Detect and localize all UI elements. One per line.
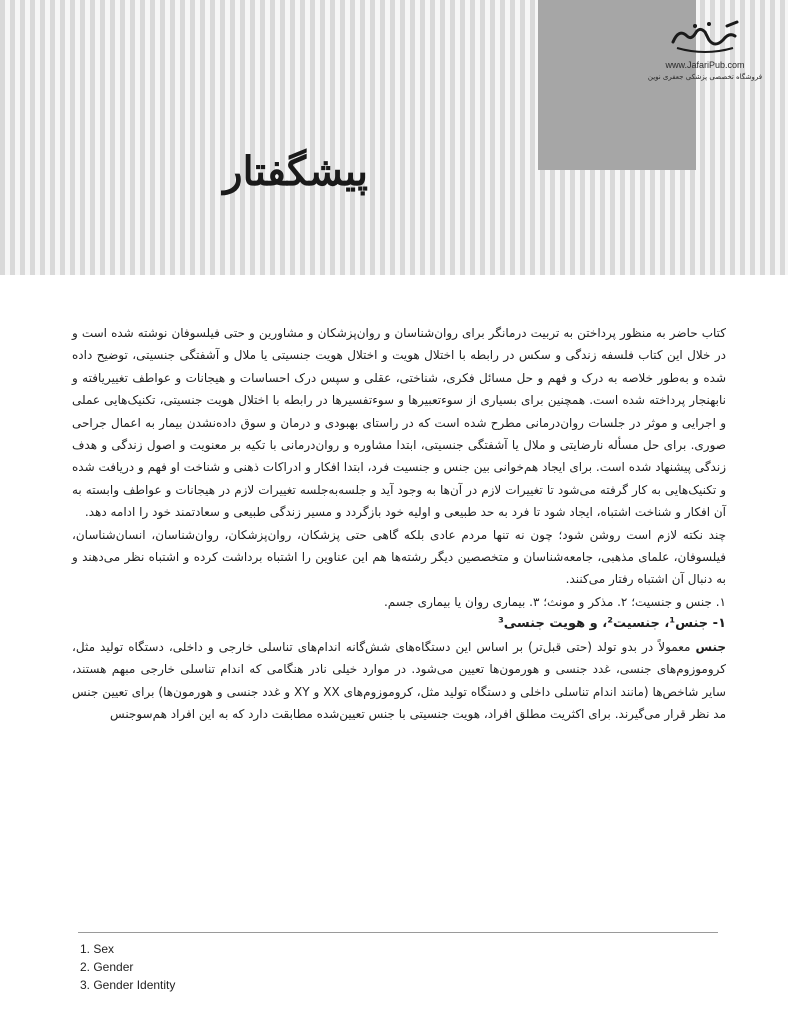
logo-url[interactable]: www.JafariPub.com	[665, 60, 745, 70]
section-heading: ۱- جنس¹، جنسیت²، و هویت جنسی³	[498, 616, 726, 632]
footnote-divider	[78, 932, 718, 933]
footnotes	[80, 940, 380, 994]
logo-tagline: فروشگاه تخصصی پزشکی جعفری نوین	[647, 73, 763, 81]
footnote-item: 3. Gender Identity	[80, 978, 176, 992]
footnote-item: 2. Gender	[80, 960, 134, 974]
list-line: ۱. جنس و جنسیت؛ ۲. مذکر و مونث؛ ۳. بیماری روان یا بیماری جسم.	[383, 594, 726, 609]
paragraph-sex-definition	[72, 636, 726, 726]
term-sex: جنس	[695, 639, 726, 654]
footnote-item: 1. Sex	[80, 942, 115, 956]
publisher-logo[interactable]	[630, 18, 780, 98]
paragraph-intro: کتاب حاضر به منظور پرداختن به تربیت درمانگر برای روان‌شناسان و روان‌پزشکان و مشاورین و حتی فیلسوفان نوشته شده است و در خلال این کتاب فلسفه زندگی و سکس در رابطه با اختلال هویت و اختلال هویت جنسیتی یا ملال و آشفتگی جنسیتی، توضیح داده شده و به‌طور خلاصه به درک و فهم و حل مسائل فکری، شناختی، عقلی و سپس درک احساسات و هیجانات و عواطف تغییریافته و نابهنجار پرداخته شده است. همچنین برای بسیاری از سوءتعبیرها و سوءتفسیرها در رابطه با اختلال هویت جنسیتی، تکنیک‌هایی عملی و اجرایی و موثر در جلسات روان‌درمانی مطرح شده است که در راستای بهبودی و درمان و سوق داده‌نشدن بیمار به اعمال جراحی صوری. برای حل مسأله نارضایتی و ملال یا آشفتگی جنسیتی، ابتدا مشاوره و روان‌درمانی با تکیه بر معنویت و اصول زندگی و هدف زندگی پیشنهاد شده است. برای ایجاد هم‌خوانی بین جنس و جنسیت فرد، ابتدا افکار و ادراکات ذهنی و شناخت او فهم و دریافت شده و تکنیک‌هایی به کار گرفته می‌شود تا تغییرات لازم در آن‌ها به وجود آید و جلسه‌به‌جلسه تغییرات لازم در هیجانات و عواطف وابسته به آن افکار و شناخت اشتباه، ایجاد شود تا فرد به حد طبیعی و اولیه خود بازگردد و مسیر زندگی طبیعی و سعادتمند خود را ادامه دهد.	[72, 326, 726, 520]
paragraph-note: چند نکته لازم است روشن شود؛ چون نه تنها مردم عادی بلکه گاهی حتی پزشکان، روان‌پزشکان، روان‌شناسان، انسان‌شناسان، فیلسوفان، علمای مذهبی، جامعه‌شناسان و متخصصین دیگر رشته‌ها هم این عناوین را اشتباه برداشت کرده و اشتباه نظر می‌دهند و به دنبال آن اشتباه رفتار می‌کنند.	[72, 527, 726, 587]
page-title: پیشگفتار	[223, 148, 368, 195]
paragraph-sex-text: معمولاً در بدو تولد (حتی قبل‌تر) بر اساس این دستگاه‌های شش‌گانه اندام‌های تناسلی خارجی و داخلی، دستگاه تولید مثل، کروموزوم‌های جنسی، غدد جنسی و هورمون‌ها تعیین می‌شود. در موارد خیلی نادر هنگامی که اندام تناسلی خارجی مبهم هستند، سایر شاخص‌ها (مانند اندام تناسلی داخلی و دستگاه تولید مثل، کروموزوم‌های XX و XY و غدد جنسی و هورمون‌ها) برای تعیین جنس مد نظر قرار می‌گیرند. برای اکثریت مطلق افراد، هویت جنسیتی با جنس تعیین‌شده مطابقت دارد که به این افراد هم‌سوجنس	[72, 639, 726, 721]
main-text	[72, 322, 726, 725]
logo-mark-icon	[665, 18, 745, 58]
